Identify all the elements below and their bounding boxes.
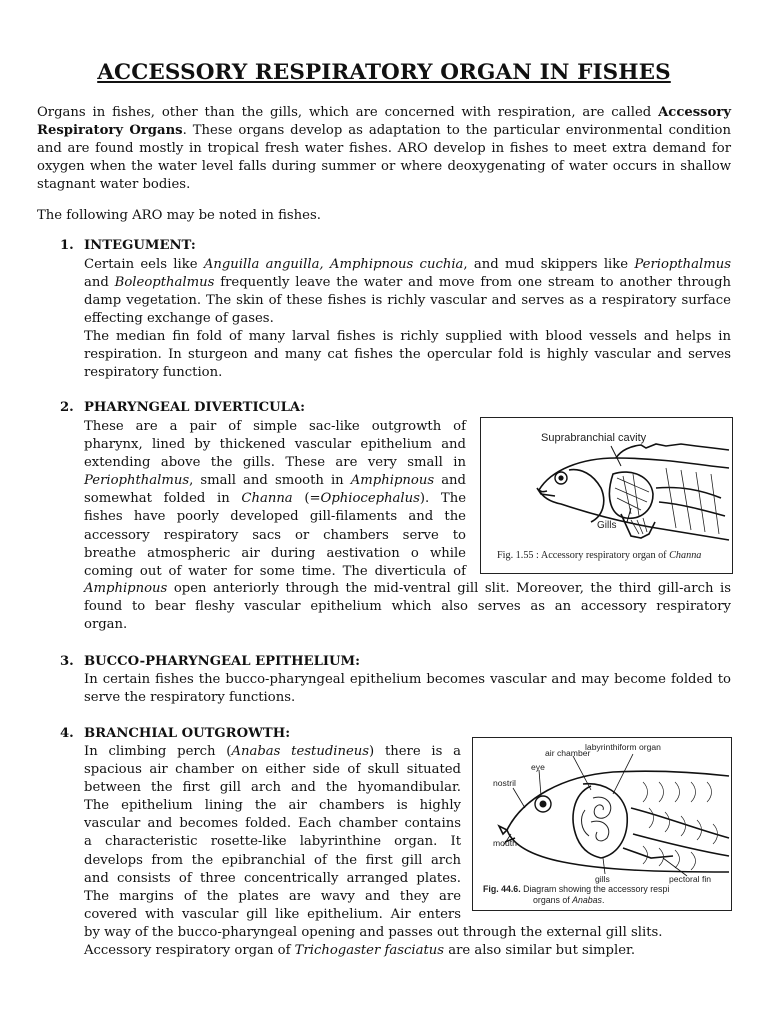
intro-bold-term: Accessory Respiratory Organs: [37, 105, 731, 139]
text: In climbing perch (: [84, 744, 232, 759]
text-line: spacious air chamber on either side of skull situated: [84, 762, 461, 778]
species-name: Amphipnous: [350, 473, 435, 489]
text-line: covered with vascular gill like epithelium. Air enters: [84, 906, 461, 922]
caption-species: Channa: [669, 550, 702, 561]
text: and: [434, 473, 466, 489]
text-line: a characteristic rosette-like labyrinthine organ. It: [84, 834, 461, 850]
section-2-number: 2.: [60, 400, 74, 415]
text-line: The margins of the plates are wavy and they are: [84, 888, 461, 904]
s1-text: Certain eels like: [84, 257, 204, 272]
lead-sentence: The following ARO may be noted in fishes.: [37, 208, 321, 223]
text: ) there is a: [369, 744, 461, 759]
intro-text-2: . These organs develop as adaptation to the particular environmental condition and are found mostly in tropical fresh water fishes. ARO develop in fishes to meet extra demand for oxygen when the water level falls during summer or where deoxygenating of water occurs in shallow stagnant water bodies.: [37, 123, 731, 193]
text-line: [84, 942, 731, 960]
section-3-paragraph: In certain fishes the bucco-pharyngeal epithelium becomes vascular and may become folded to serve the respiratory functions.: [84, 672, 731, 706]
text-line: and consists of three concentrically arranged plates.: [84, 870, 461, 886]
text-line: vascular and becomes folded. Each chamber contains: [84, 816, 461, 832]
text: , small and smooth in: [189, 473, 351, 489]
text-line: organ.: [84, 617, 128, 633]
intro-text-1: Organs in fishes, other than the gills, which are concerned with respiration, are called: [37, 105, 659, 120]
text: open anteriorly through the mid-ventral gill slit. Moreover, the third gill-arch is: [167, 581, 731, 596]
text-line: The epithelium lining the air chambers is highly: [84, 798, 461, 814]
s1-species-1: Anguilla anguilla, Amphipnous cuchia: [203, 257, 464, 272]
text-line: accessory respiratory sacs or chambers serve to: [84, 527, 466, 543]
s1-species-3: Boleopthalmus: [114, 275, 215, 291]
text-line: breathe atmospheric air during aestivation o while: [84, 545, 466, 561]
text-line: [84, 743, 461, 761]
caption-text: Fig. 1.55 : Accessory respiratory organ of: [497, 550, 670, 561]
label-nostril: nostril: [493, 778, 516, 788]
section-4-heading: BRANCHIAL OUTGROWTH:: [84, 726, 291, 741]
section-2-wrapped-text: [84, 418, 466, 581]
section-4-wrapped-text: [84, 743, 461, 924]
species-name: Anabas testudineus: [231, 744, 370, 759]
caption-species: Anabas: [572, 895, 602, 905]
species-name: Amphipnous: [84, 581, 168, 596]
caption-fig-number: Fig. 44.6.: [483, 884, 521, 894]
section-1-paragraph-2: The median fin fold of many larval fishes is richly supplied with blood vessels and helps in respiration. In sturgeon and many cat fishes the opercular fold is highly vascular and serves respiratory function.: [84, 329, 731, 381]
species-name: Channa: [241, 491, 293, 507]
section-3-number: 3.: [60, 654, 74, 669]
s1-text: frequently leave the water and move from one stream to another through damp vegetation. The skin of these fishes is richly vascular and serves as a respiratory surface effecting exchange of gases.: [84, 275, 731, 327]
label-air-chamber: air chamber: [545, 748, 591, 758]
text-line: coming out of water for some time. The diverticula of: [84, 563, 466, 579]
figure-channa-caption: [497, 550, 701, 561]
caption-text: Diagram showing the accessory respi: [520, 884, 670, 894]
text-line: extending above the gills. These are very small in: [84, 455, 466, 471]
species-name: Periophthalmus: [84, 473, 190, 489]
figure-anabas-caption-line-2: [533, 895, 604, 905]
section-4-number: 4.: [60, 726, 74, 741]
page-title: ACCESSORY RESPIRATORY ORGAN IN FISHES: [97, 60, 671, 85]
label-pectoral-fin: pectoral fin: [669, 874, 712, 884]
text-line: develops from the epibranchial of the first gill arch: [84, 852, 461, 868]
text-line: between the first gill arch and the hyomandibular.: [84, 780, 461, 796]
section-2-full-text: [84, 580, 731, 634]
label-suprabranchial-cavity: Suprabranchial cavity: [541, 432, 647, 444]
label-gills: gills: [595, 874, 610, 884]
figure-anabas-caption-line-1: [483, 884, 669, 894]
section-2-heading: PHARYNGEAL DIVERTICULA:: [84, 400, 306, 415]
text-line: fishes have poorly developed gill-filaments and the: [84, 509, 466, 525]
section-4-full-text: [84, 924, 731, 960]
s1-species-2: Periopthalmus: [634, 257, 731, 272]
section-1-paragraph-1: [84, 256, 731, 328]
text-line: by way of the bucco-pharyngeal opening and passes out through the external gill slits.: [84, 925, 663, 940]
label-eye: eye: [531, 762, 545, 772]
text-line: found to bear fleshy vascular epithelium which also serves as an accessory respiratory: [84, 599, 731, 615]
label-labyrinthiform-organ: labyrinthiform organ: [585, 742, 661, 752]
text: are also similar but simpler.: [444, 943, 636, 959]
label-mouth: mouth: [493, 838, 517, 848]
text: ). The: [419, 491, 466, 507]
figure-channa: [480, 417, 733, 574]
caption-text: .: [601, 895, 605, 905]
text: Accessory respiratory organ of: [84, 943, 295, 959]
text-line: pharynx, lined by thickened vascular epithelium and: [84, 437, 466, 453]
section-3-heading: BUCCO-PHARYNGEAL EPITHELIUM:: [84, 654, 360, 669]
section-1-heading: INTEGUMENT:: [84, 238, 196, 253]
section-1-number: 1.: [60, 238, 74, 253]
text-line: [84, 472, 466, 490]
species-name: Ophiocephalus: [320, 491, 420, 507]
label-gills: Gills: [597, 520, 617, 531]
text-line: [84, 580, 731, 598]
text: somewhat folded in: [84, 491, 242, 507]
figure-anabas: [472, 737, 732, 911]
text-line: [84, 490, 466, 508]
text: (=: [292, 491, 321, 507]
intro-paragraph: [37, 104, 731, 194]
s1-text: , and mud skippers like: [463, 257, 635, 272]
caption-text: organs of: [533, 895, 573, 905]
species-name: Trichogaster fasciatus: [294, 943, 445, 959]
s1-text: and: [84, 275, 115, 291]
text-line: These are a pair of simple sac-like outgrowth of: [84, 419, 466, 434]
